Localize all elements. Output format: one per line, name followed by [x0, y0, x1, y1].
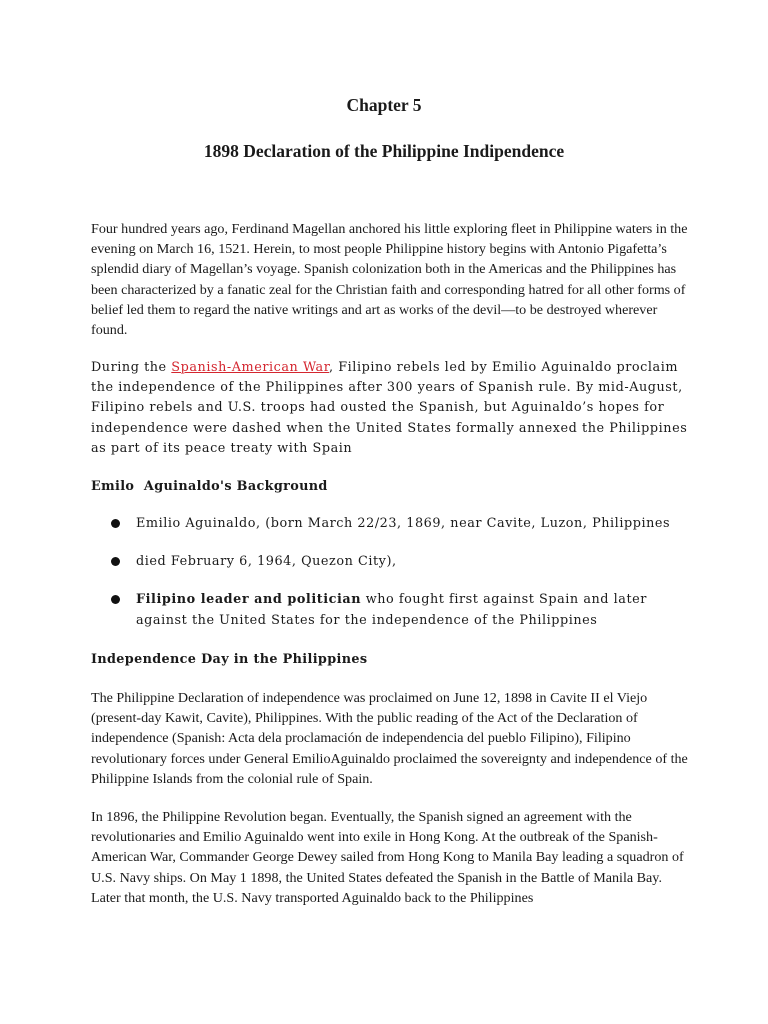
war-paragraph-lead: During the: [91, 360, 172, 375]
declaration-paragraph: The Philippine Declaration of independence was proclaimed on June 12, 1898 in Cavite II el Viejo (present-day Kawit, Cavite), Philippines. With the public reading of the Act of the Declaration of independence (Spanish: Acta dela proclamación de independencia del pueblo Filipino), Filipino revolutionary forces under General EmilioAguinaldo proclaimed the sovereignty and independence of the Philippine Islands from the colonial rule of Spain.: [91, 690, 688, 787]
document-title: 1898 Declaration of the Philippine Indipendence: [203, 141, 565, 161]
bullet-icon: [111, 557, 120, 566]
spanish-american-war-link[interactable]: Spanish-American War: [171, 360, 329, 375]
war-paragraph: [91, 358, 691, 459]
bullet-icon: [111, 519, 120, 528]
background-bullet-list: [111, 514, 701, 649]
intro-paragraph: Four hundred years ago, Ferdinand Magellan anchored his little exploring fleet in Philippine waters in the evening on March 16, 1521. Herein, to most people Philippine history begins with Antonio Pigafetta’s splendid diary of Magellan’s voyage. Spanish colonization both in the Americas and the Philippines has been characterized by a fanatic zeal for the Christian faith and corresponding hatred for all other forms of belief led them to regard the native writings and art as works of the devil—to be destroyed wherever found.: [91, 221, 688, 339]
bullet-text: died February 6, 1964, Quezon City),: [136, 554, 397, 570]
war-paragraph-rest: , Filipino rebels led by Emilio Aguinaldo proclaim the independence of the Philippines after 300 years of Spanish rule. By mid-August, Filipino rebels and U.S. troops had ousted the Spanish, but Aguinaldo’s hopes for independence were dashed when the United States formally annexed the Philippines as part of its peace treaty with Spain: [91, 360, 688, 456]
background-heading: Emilo Aguinaldo's Background: [91, 479, 328, 494]
bullet-strong-text: Filipino leader and politician: [136, 592, 362, 608]
bullet-text: who fought first against Spain and later against the United States for the independence of the Philippines: [136, 592, 647, 628]
revolution-paragraph: In 1896, the Philippine Revolution began. Eventually, the Spanish signed an agreement with the revolutionaries and Emilio Aguinaldo went into exile in Hong Kong. At the outbreak of the Spanish-American War, Commander George Dewey sailed from Hong Kong to Manila Bay leading a squadron of U.S. Navy ships. On May 1 1898, the United States defeated the Spanish in the Battle of Manila Bay. Later that month, the U.S. Navy transported Aguinaldo back to the Philippines: [91, 809, 684, 906]
bullet-icon: [111, 595, 120, 604]
list-item: [111, 514, 701, 534]
bullet-text: Emilio Aguinaldo, (born March 22/23, 1869, near Cavite, Luzon, Philippines: [136, 516, 671, 531]
list-item: [111, 552, 701, 572]
chapter-heading: Chapter 5: [346, 95, 422, 115]
list-item: [111, 590, 701, 630]
independence-day-heading: Independence Day in the Philippines: [91, 652, 368, 667]
